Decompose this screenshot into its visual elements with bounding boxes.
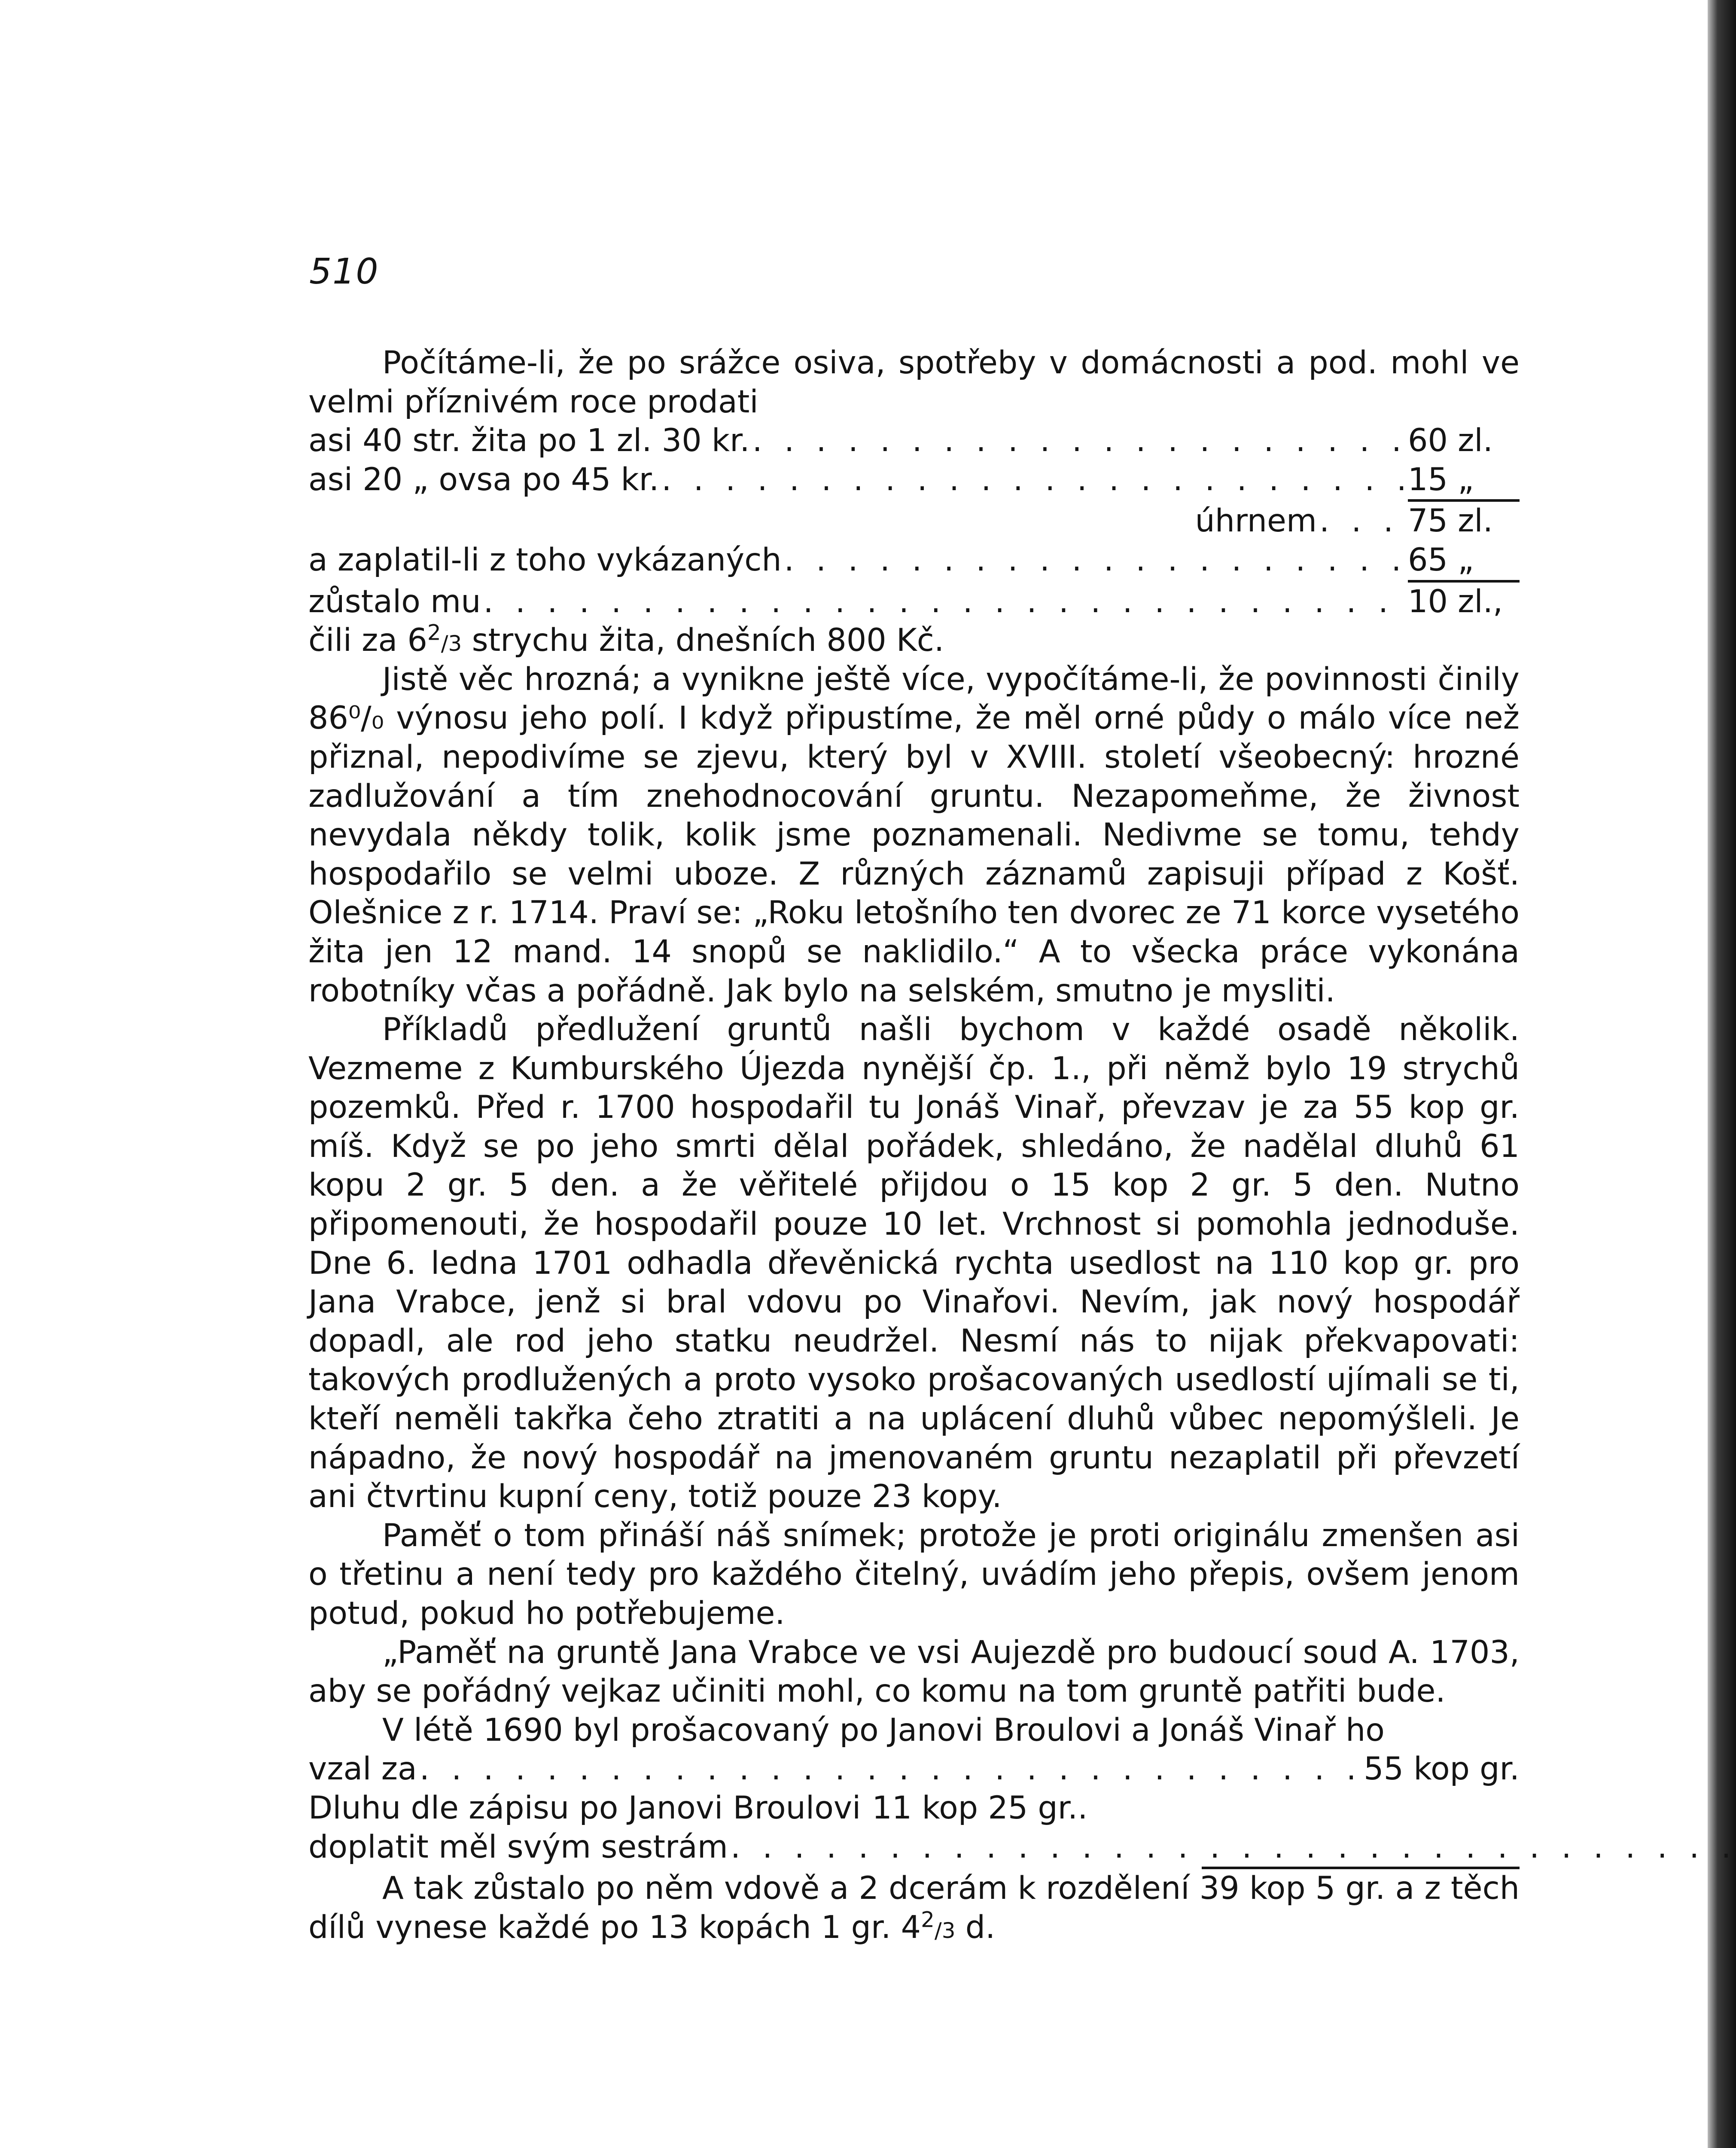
paragraph: Paměť o tom přináší náš snímek; protože je proti originálu zmenšen asi o třetinu a není tedy pro každého čitelný, uvádím jeho přepis, ovšem jenom potud, pokud ho potřebujeme. <box>308 1517 1520 1632</box>
leader-dots <box>661 461 1405 500</box>
sales-row-rye <box>308 421 1520 461</box>
debt-row <box>308 1828 1736 1867</box>
debts-block <box>308 1789 1520 1867</box>
fraction-numerator: 2 <box>921 1907 935 1932</box>
final-text: A tak zůstalo po něm vdově a 2 dcerám k rozdělení 39 kop 5 gr. a z těch dílů vynese každé po 13 kopách 1 gr. 4 <box>308 1870 1520 1946</box>
vzal-row <box>308 1750 1520 1789</box>
paid-row <box>308 541 1520 583</box>
leader-dots <box>784 541 1405 580</box>
leader-dots <box>1319 502 1405 541</box>
total-label: úhrnem <box>1195 503 1317 540</box>
remained-amount: 10 zl., <box>1408 583 1503 620</box>
debt-label: Dluhu dle zápisu po Janovi Broulovi <box>308 1789 861 1826</box>
v-lete-line: V létě 1690 byl prošacovaný po Janovi Broulovi a Jonáš Vinař ho <box>382 1712 1385 1748</box>
total-amount: 75 zl. <box>1408 503 1493 540</box>
remained-row <box>308 583 1520 622</box>
final-paragraph <box>308 1869 1520 1947</box>
paid-label: a zaplatil-li z toho vykázaných <box>308 541 782 578</box>
remained-note <box>308 621 1520 660</box>
fraction-denominator: /3 <box>934 1918 956 1943</box>
page-body <box>308 344 1520 1947</box>
leader-dots <box>752 421 1405 461</box>
remained-label: zůstalo mu <box>308 583 481 620</box>
sales-row-label: asi 20 „ ovsa po 45 kr. <box>308 461 659 498</box>
sales-row-label: asi 40 str. žita po 1 zl. 30 kr. <box>308 422 750 459</box>
debt-amount: 11 kop 25 gr. <box>872 1789 1078 1826</box>
fraction-numerator: 2 <box>427 620 441 645</box>
final-text: d. <box>955 1909 996 1946</box>
sales-row-amount: 15 „ <box>1408 461 1520 502</box>
sales-row-oats <box>308 461 1520 502</box>
debt-row: Dluhu dle zápisu po Janovi Broulovi 11 kop 25 gr. . <box>308 1789 1736 1828</box>
paragraph: Jistě věc hrozná; a vynikne ještě více, vypočítáme-li, že povinnosti činily 86⁰/₀ výnosu jeho polí. I když připustíme, že měl orné půdy o málo více než přiznal, nepodivíme se zjevu, který byl v XVIII. století všeobecný: hrozné zadlužování a tím znehodnocování gruntu. Nezapomeňme, že živnost nevydala někdy tolik, kolik jsme poznamenali. Nedivme se tomu, tehdy hospodařilo se velmi uboze. Z různých záznamů zapisuji případ z Košť. Olešnice z r. 1714. Praví se: „Roku letošního ten dvorec ze 71 korce vysetého žita jen 12 mand. 14 snopů se naklidilo.“ A to všecka práce vykonána robotníky včas a pořádně. Jak bylo na selském, smutno je mysliti. <box>308 661 1520 1009</box>
paragraph: „Paměť na gruntě Jana Vrabce ve vsi Aujezdě pro budoucí soud A. 1703, aby se pořádný vejkaz učiniti mohl, co komu na tom gruntě patřiti bude. <box>308 1634 1520 1710</box>
vzal-amount: 55 kop gr. <box>1364 1751 1520 1788</box>
page-number: 510 <box>309 251 379 292</box>
leader-dots <box>484 583 1406 622</box>
sales-row-amount: 60 zl. <box>1408 422 1493 459</box>
fraction-denominator: /3 <box>441 631 462 656</box>
total-row <box>308 502 1520 541</box>
debt-label: doplatit měl svým sestrám <box>308 1828 728 1865</box>
leader-dots <box>731 1828 1736 1867</box>
paragraph: Příkladů předlužení gruntů našli bychom v každé osadě několik. Vezmeme z Kumburského Újezda nynější čp. 1., při němž bylo 19 strychů pozemků. Před r. 1700 hospodařil tu Jonáš Vinař, převzav je za 55 kop gr. míš. Když se po jeho smrti dělal pořádek, shledáno, že nadělal dluhů 61 kopu 2 gr. 5 den. a že věřitelé přijdou o 15 kop 2 gr. 5 den. Nutno připomenouti, že hospodařil pouze 10 let. Vrchnost si pomohla jednoduše. Dne 6. ledna 1701 odhadla dřevěnická rychta usedlost na 110 kop gr. pro Jana Vrabce, jenž si bral vdovu po Vinařovi. Nevím, jak nový hospodář dopadl, ale rod jeho statku neudržel. Nesmí nás to nijak překvapovati: takových prodlužených a proto vysoko prošacovaných usedlostí ujímali se ti, kteří neměli takřka čeho ztratiti a na uplácení dluhů vůbec nepomýšleli. Je nápadno, že nový hospodář na jmenovaném gruntu nezaplatil při převzetí ani čtvrtinu kupní ceny, totiž pouze 23 kopy. <box>308 1011 1520 1515</box>
note-text: čili za 6 <box>308 622 427 659</box>
paid-amount: 65 „ <box>1408 541 1520 583</box>
intro-paragraph: Počítáme-li, že po srážce osiva, spotřeby v domácnosti a pod. mohl ve velmi příznivém roce prodati <box>308 345 1520 420</box>
leader-dots <box>420 1750 1361 1789</box>
note-text: strychu žita, dnešních 800 Kč. <box>462 622 944 659</box>
vzal-label: vzal za <box>308 1751 417 1788</box>
